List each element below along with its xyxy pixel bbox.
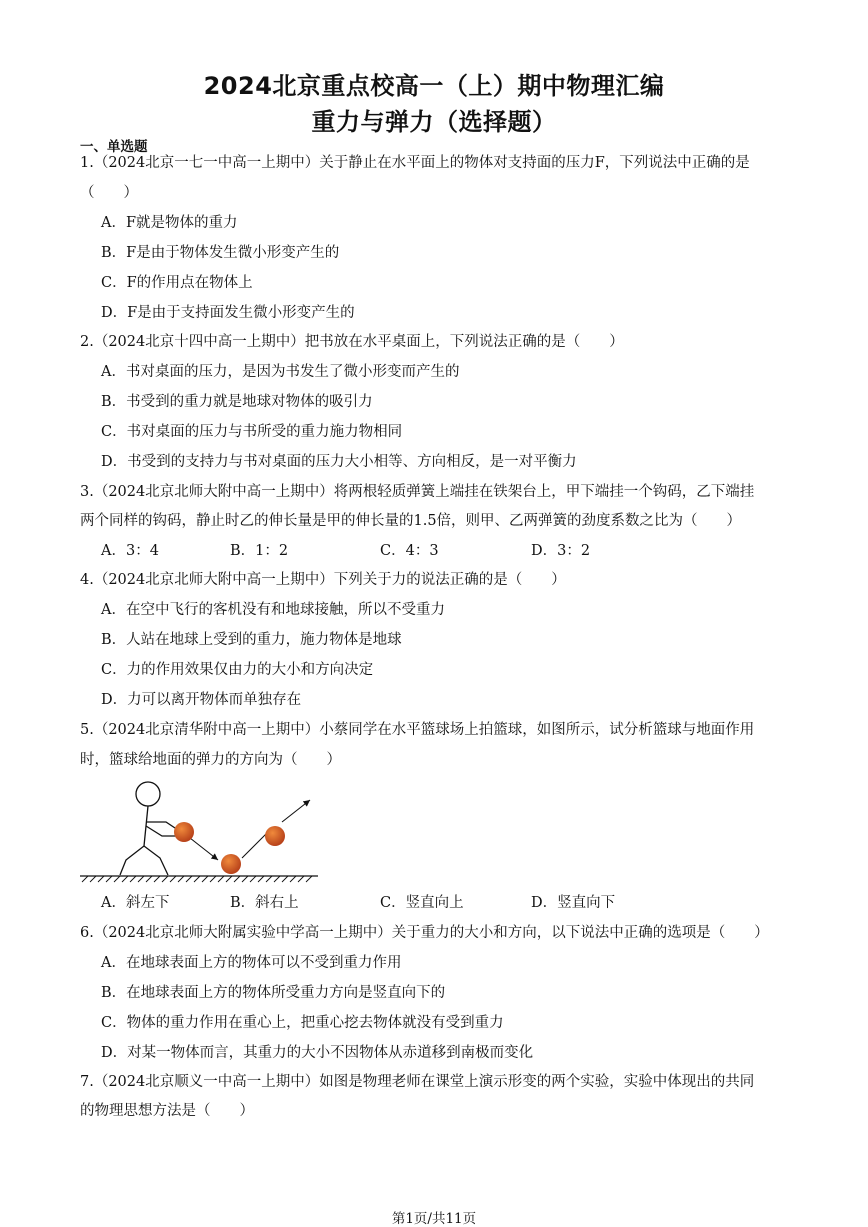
question-1-option-b: B．F是由于物体发生微小形变产生的 [101,245,340,261]
basketball-in-hand [174,822,194,842]
question-7-stem-cont: 的物理思想方法是（ ） [80,1103,254,1119]
question-2-stem: 2.（2024北京十四中高一上期中）把书放在水平桌面上，下列说法正确的是（ ） [80,334,624,350]
ground-hatching [80,876,318,882]
page-footer: 第1页/共11页 [391,1211,477,1227]
document-title: 2024北京重点校高一（上）期中物理汇编 [203,72,665,100]
question-4-stem: 4.（2024北京北师大附中高一上期中）下列关于力的说法正确的是（ ） [80,572,566,588]
question-3-option-a: A．3：4 [101,543,159,559]
basketball-rebound [265,826,285,846]
basketball-on-ground [221,854,241,874]
trajectory-up-line [242,834,266,858]
question-2-option-d: D．书受到的支持力与书对桌面的压力大小相等、方向相反，是一对平衡力 [101,454,577,470]
trajectory-down-arrow [190,838,218,860]
question-7-stem: 7.（2024北京顺义一中高一上期中）如图是物理老师在课堂上演示形变的两个实验，实验中体现出的共同 [80,1074,755,1090]
question-1-option-d: D．F是由于支持面发生微小形变产生的 [101,305,355,321]
basketball-figure [78,778,328,888]
question-6-option-a: A．在地球表面上方的物体可以不受到重力作用 [101,955,402,971]
stick-figure [120,782,178,875]
question-1-stem: 1.（2024北京一七一中高一上期中）关于静止在水平面上的物体对支持面的压力F，下列说法中正确的是 [80,155,750,171]
question-4-option-d: D．力可以离开物体而单独存在 [101,692,302,708]
question-6-option-d: D．对某一物体而言，其重力的大小不因物体从赤道移到南极而变化 [101,1045,534,1061]
question-3-stem: 3.（2024北京北师大附中高一上期中）将两根轻质弹簧上端挂在铁架台上，甲下端挂一个钩码，乙下端挂 [80,484,755,500]
question-4-option-c: C．力的作用效果仅由力的大小和方向决定 [101,662,374,678]
question-4-option-b: B．人站在地球上受到的重力，施力物体是地球 [101,632,402,648]
question-2-option-b: B．书受到的重力就是地球对物体的吸引力 [101,394,373,410]
question-5-stem-cont: 时，篮球给地面的弹力的方向为（ ） [80,752,341,768]
question-3-option-c: C．4：3 [380,543,439,559]
question-2-option-a: A．书对桌面的压力，是因为书发生了微小形变而产生的 [101,364,460,380]
question-3-option-b: B．1：2 [230,543,289,559]
question-1-stem-cont: （ ） [80,185,138,201]
question-1-option-a: A．F就是物体的重力 [101,215,238,231]
trajectory-up-arrow [282,800,310,822]
question-6-option-b: B．在地球表面上方的物体所受重力方向是竖直向下的 [101,985,446,1001]
question-5-option-d: D．竖直向下 [531,895,616,911]
question-4-option-a: A．在空中飞行的客机没有和地球接触，所以不受重力 [101,602,445,618]
question-2-option-c: C．书对桌面的压力与书所受的重力施力物相同 [101,424,403,440]
question-5-option-a: A．斜左下 [101,895,170,911]
question-6-stem: 6.（2024北京北师大附属实验中学高一上期中）关于重力的大小和方向，以下说法中正确的选项是（ ） [80,925,769,941]
question-5-option-b: B．斜右上 [230,895,299,911]
question-6-option-c: C．物体的重力作用在重心上，把重心挖去物体就没有受到重力 [101,1015,504,1031]
question-3-stem-cont: 两个同样的钩码，静止时乙的伸长量是甲的伸长量的1.5倍，则甲、乙两弹簧的劲度系数之比为（ ） [80,513,742,529]
document-subtitle: 重力与弹力（选择题） [311,108,557,136]
question-1-option-c: C．F的作用点在物体上 [101,275,253,291]
question-5-stem: 5.（2024北京清华附中高一上期中）小蔡同学在水平篮球场上拍篮球，如图所示，试分析篮球与地面作用 [80,722,755,738]
question-5-option-c: C．竖直向上 [380,895,464,911]
section-heading: 一、单选题 [80,139,148,155]
question-3-option-d: D．3：2 [531,543,591,559]
